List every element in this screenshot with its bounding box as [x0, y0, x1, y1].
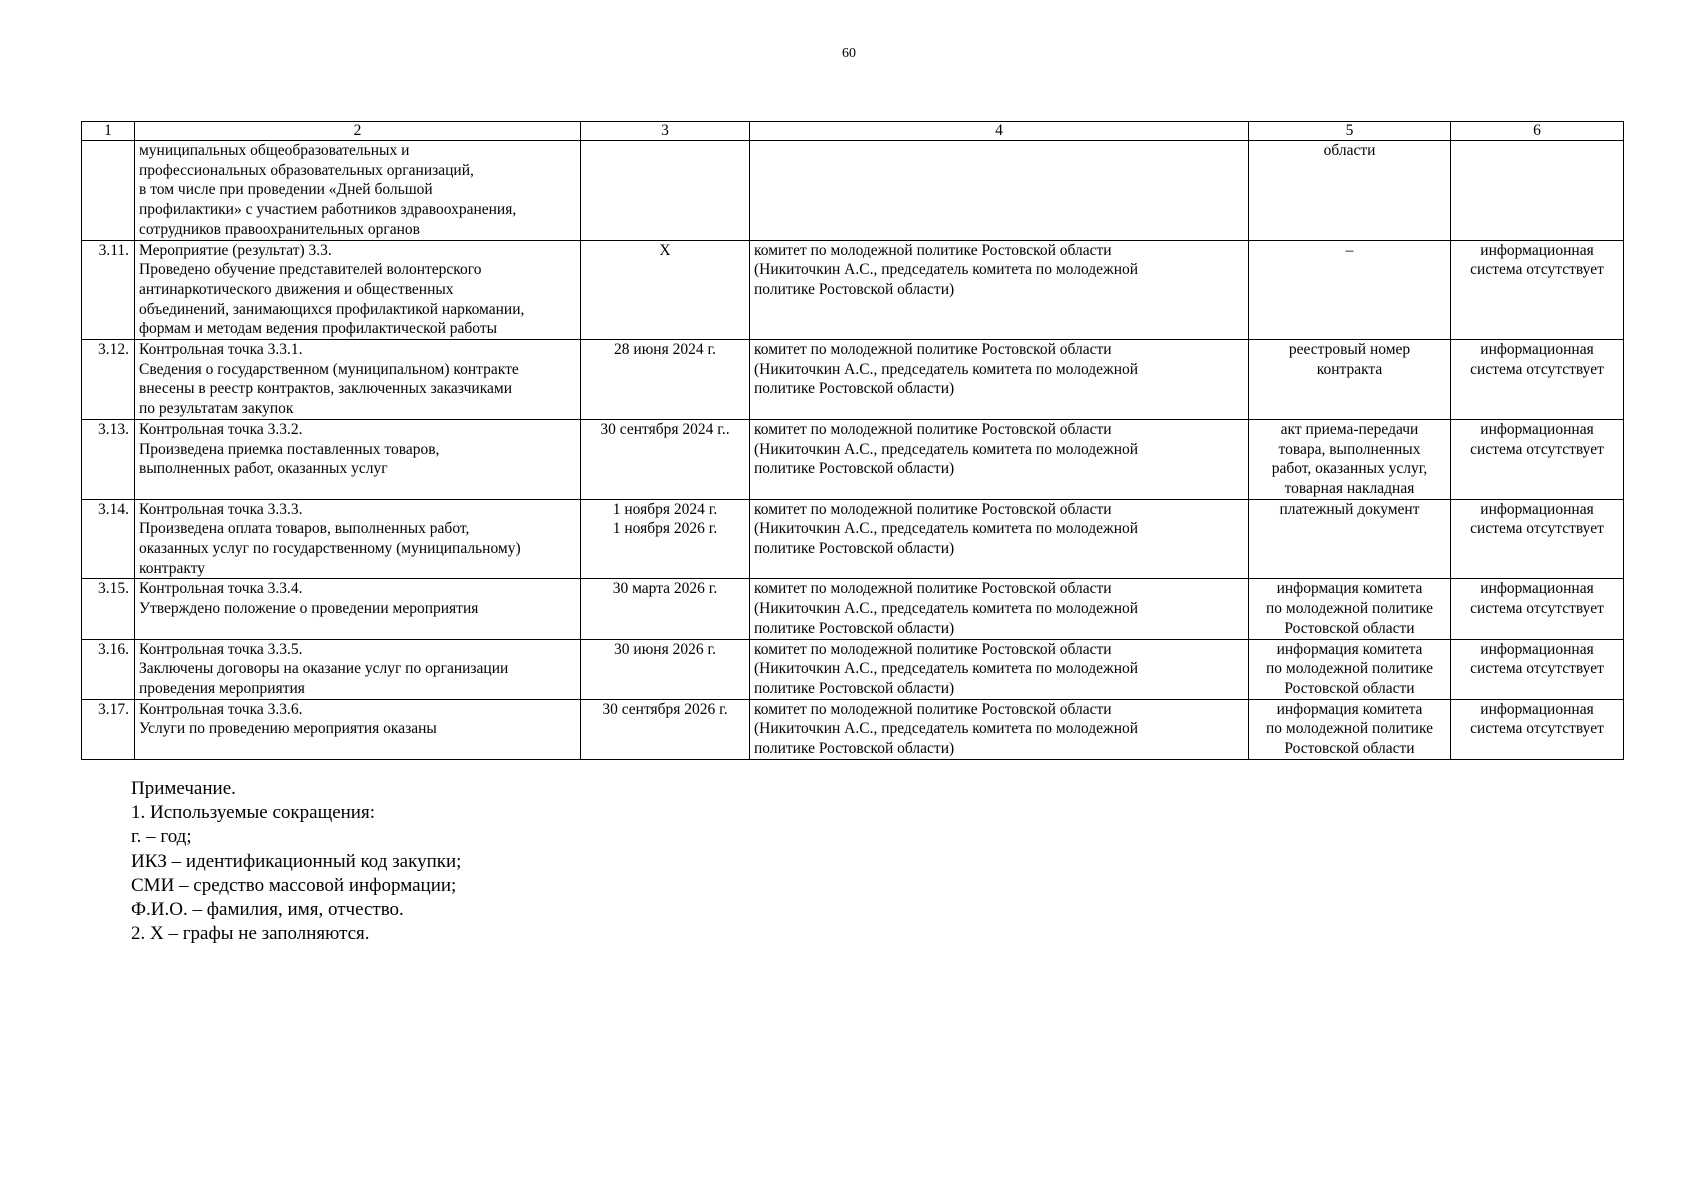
- event-name: Контрольная точка 3.3.6. Услуги по проведению мероприятия оказаны: [135, 699, 581, 759]
- info-system: информационная система отсутствует: [1451, 240, 1624, 340]
- responsible: комитет по молодежной политике Ростовской области (Никиточкин А.С., председатель комитета по молодежной политике Ростовской области): [750, 639, 1249, 699]
- responsible: комитет по молодежной политике Ростовской области (Никиточкин А.С., председатель комитета по молодежной политике Ростовской области): [750, 419, 1249, 499]
- deadline: 30 сентября 2026 г.: [581, 699, 750, 759]
- table-header-row: [82, 122, 1624, 141]
- table-row: [82, 579, 1624, 639]
- abbreviation-year: г. – год;: [131, 826, 192, 848]
- notes-item-empty-columns: 2. X – графы не заполняются.: [131, 923, 370, 945]
- responsible: комитет по молодежной политике Ростовской области (Никиточкин А.С., председатель комитета по молодежной политике Ростовской области): [750, 240, 1249, 340]
- document-type: информация комитета по молодежной политике Ростовской области: [1249, 639, 1451, 699]
- event-name: Контрольная точка 3.3.5. Заключены договоры на оказание услуг по организации проведения мероприятия: [135, 639, 581, 699]
- table-row: [82, 639, 1624, 699]
- info-system: информационная система отсутствует: [1451, 639, 1624, 699]
- abbreviation-ikz: ИКЗ – идентификационный код закупки;: [131, 850, 462, 872]
- deadline: 1 ноября 2024 г. 1 ноября 2026 г.: [581, 499, 750, 579]
- deadline: [581, 141, 750, 241]
- notes-item-abbreviations: 1. Используемые сокращения:: [131, 802, 375, 824]
- abbreviation-fio: Ф.И.О. – фамилия, имя, отчество.: [131, 899, 404, 921]
- document-type: платежный документ: [1249, 499, 1451, 579]
- table-row: [82, 340, 1624, 420]
- document-type: акт приема-передачи товара, выполненных работ, оказанных услуг, товарная накладная: [1249, 419, 1451, 499]
- abbreviation-smi: СМИ – средство массовой информации;: [131, 874, 457, 896]
- event-name: Контрольная точка 3.3.2. Произведена приемка поставленных товаров, выполненных работ, оказанных услуг: [135, 419, 581, 499]
- header-cell: 1: [82, 122, 135, 141]
- document-type: –: [1249, 240, 1451, 340]
- info-system: информационная система отсутствует: [1451, 419, 1624, 499]
- responsible: комитет по молодежной политике Ростовской области (Никиточкин А.С., председатель комитета по молодежной политике Ростовской области): [750, 499, 1249, 579]
- table-row: [82, 699, 1624, 759]
- notes-section: [131, 777, 461, 946]
- header-cell: 4: [750, 122, 1249, 141]
- event-name: Контрольная точка 3.3.4. Утверждено положение о проведении мероприятия: [135, 579, 581, 639]
- table-row: [82, 419, 1624, 499]
- header-cell: 5: [1249, 122, 1451, 141]
- deadline: 30 июня 2026 г.: [581, 639, 750, 699]
- row-number: 3.17.: [82, 699, 135, 759]
- deadline: 30 марта 2026 г.: [581, 579, 750, 639]
- document-type: информация комитета по молодежной политике Ростовской области: [1249, 579, 1451, 639]
- document-type: информация комитета по молодежной политике Ростовской области: [1249, 699, 1451, 759]
- header-cell: 3: [581, 122, 750, 141]
- responsible: [750, 141, 1249, 241]
- deadline: 28 июня 2024 г.: [581, 340, 750, 420]
- plan-table: [81, 121, 1624, 760]
- event-name: Контрольная точка 3.3.1. Сведения о государственном (муниципальном) контракте внесены в реестр контрактов, заключенных заказчиками по результатам закупок: [135, 340, 581, 420]
- row-number: 3.13.: [82, 419, 135, 499]
- notes-title: Примечание.: [131, 778, 236, 799]
- responsible: комитет по молодежной политике Ростовской области (Никиточкин А.С., председатель комитета по молодежной политике Ростовской области): [750, 699, 1249, 759]
- row-number: 3.15.: [82, 579, 135, 639]
- deadline: 30 сентября 2024 г..: [581, 419, 750, 499]
- info-system: информационная система отсутствует: [1451, 499, 1624, 579]
- event-name: Мероприятие (результат) 3.3. Проведено обучение представителей волонтерского антинаркотического движения и общественных объединений, занимающихся профилактикой наркомании, формам и методам ведения профилактической работы: [135, 240, 581, 340]
- event-name: муниципальных общеобразовательных и профессиональных образовательных организаций, в том числе при проведении «Дней большой профилактики» с участием работников здравоохранения, сотрудников правоохранительных органов: [135, 141, 581, 241]
- row-number: 3.12.: [82, 340, 135, 420]
- row-number: 3.11.: [82, 240, 135, 340]
- header-cell: 2: [135, 122, 581, 141]
- row-number: 3.14.: [82, 499, 135, 579]
- responsible: комитет по молодежной политике Ростовской области (Никиточкин А.С., председатель комитета по молодежной политике Ростовской области): [750, 579, 1249, 639]
- header-cell: 6: [1451, 122, 1624, 141]
- info-system: [1451, 141, 1624, 241]
- info-system: информационная система отсутствует: [1451, 579, 1624, 639]
- row-number: 3.16.: [82, 639, 135, 699]
- info-system: информационная система отсутствует: [1451, 699, 1624, 759]
- info-system: информационная система отсутствует: [1451, 340, 1624, 420]
- document-type: реестровый номер контракта: [1249, 340, 1451, 420]
- table-row: [82, 499, 1624, 579]
- document-type: области: [1249, 141, 1451, 241]
- event-name: Контрольная точка 3.3.3. Произведена оплата товаров, выполненных работ, оказанных услуг по государственному (муниципальному) контракту: [135, 499, 581, 579]
- responsible: комитет по молодежной политике Ростовской области (Никиточкин А.С., председатель комитета по молодежной политике Ростовской области): [750, 340, 1249, 420]
- deadline: X: [581, 240, 750, 340]
- table-row: [82, 240, 1624, 340]
- row-number: [82, 141, 135, 241]
- table-row: [82, 141, 1624, 241]
- page-number: 60: [842, 46, 856, 61]
